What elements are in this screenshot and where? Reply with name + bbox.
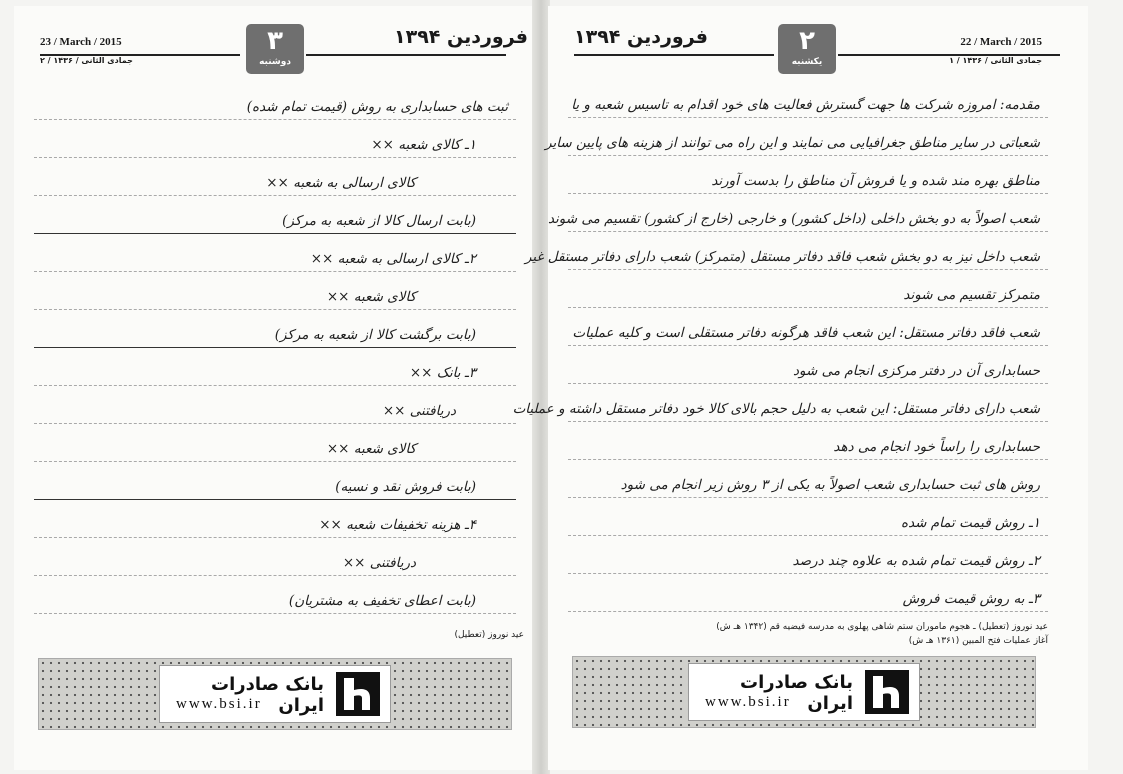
line-item: روش های ثبت حسابداری شعب اصولاً به یکی از ۳ روش زیر انجام می شود (568, 460, 1048, 498)
bank-ad-banner (38, 658, 512, 730)
line-item: ثبت های حسابداری به روش (قیمت تمام شده) (34, 82, 516, 120)
holiday-notes (716, 620, 1048, 648)
line-item: شعب فاقد دفاتر مستقل: این شعب فاقد هرگونه دفاتر مستقلی است و کلیه عملیات (568, 308, 1048, 346)
bank-url: www.bsi.ir (176, 696, 262, 712)
gregorian-date: 22 / March / 2015 (960, 36, 1042, 48)
bank-name: بانک صادرات ایران (211, 674, 324, 716)
line-item: (بابت فروش نقد و نسیه) (34, 462, 516, 500)
line-item: شعب داخل نیز به دو بخش شعب فاقد دفاتر مستقل (متمرکز) شعب دارای دفاتر مستقل غیر (568, 232, 1048, 270)
gregorian-date: 23 / March / 2015 (40, 36, 122, 48)
line-item: (بابت اعطای تخفیف به مشتریان) (34, 576, 516, 614)
left-lines (34, 82, 516, 614)
line-item: کالای ارسالی به شعبه ×× (34, 158, 516, 196)
header-rule (40, 54, 240, 56)
line-item: ۲ـ کالای ارسالی به شعبه ×× (34, 234, 516, 272)
weekday: یکشنبه (791, 57, 823, 67)
line-item: حسابداری را راساً خود انجام می دهد (568, 422, 1048, 460)
day-number: ۲ (799, 26, 815, 56)
left-page-header (14, 14, 534, 74)
line-item: شعباتی در سایر مناطق جغرافیایی می نمایند و این راه می توانند از هزینه های پایین سایر (568, 118, 1048, 156)
bank-logo-icon (336, 672, 380, 716)
bank-ad-card (688, 663, 920, 721)
line-item: ۱ـ روش قیمت تمام شده (568, 498, 1048, 536)
hijri-date: ۱ / جمادی الثانی / ۱۴۳۶ (949, 56, 1042, 65)
bank-ad-card (159, 665, 391, 723)
line-item: ۳ـ به روش قیمت فروش (568, 574, 1048, 612)
bank-logo-icon (865, 670, 909, 714)
day-number: ۳ (267, 26, 283, 56)
left-page (14, 6, 534, 770)
line-item: ۳ـ بانک ×× (34, 348, 516, 386)
bank-ad-banner (572, 656, 1036, 728)
day-badge (778, 24, 836, 74)
line-item: (بابت ارسال کالا از شعبه به مرکز) (34, 196, 516, 234)
holiday-notes (454, 628, 524, 642)
line-item: ۴ـ هزینه تخفیفات شعبه ×× (34, 500, 516, 538)
line-item: متمرکز تقسیم می شوند (568, 270, 1048, 308)
line-item: حسابداری آن در دفتر مرکزی انجام می شود (568, 346, 1048, 384)
bank-url: www.bsi.ir (705, 694, 791, 710)
line-item: مقدمه: امروزه شرکت ها جهت گسترش فعالیت های خود اقدام به تاسیس شعبه و یا (568, 80, 1048, 118)
line-item: کالای شعبه ×× (34, 424, 516, 462)
page-title: فروردین ۱۳۹۴ (394, 26, 528, 48)
line-item: دریافتنی ×× (34, 538, 516, 576)
right-page (512, 6, 1088, 770)
note-line: عید نوروز (تعطیل) (454, 630, 524, 640)
header-rule (306, 54, 506, 56)
line-item: ۲ـ روش قیمت تمام شده به علاوه چند درصد (568, 536, 1048, 574)
header-rule (574, 54, 774, 56)
line-item: دریافتنی ×× (34, 386, 516, 424)
right-page-header (548, 14, 1088, 74)
line-item: (بابت برگشت کالا از شعبه به مرکز) (34, 310, 516, 348)
line-item: شعب دارای دفاتر مستقل: این شعب به دلیل حجم بالای کالا خود دفاتر مستقل داشته و عملیات (568, 384, 1048, 422)
line-item: ۱ـ کالای شعبه ×× (34, 120, 516, 158)
page-title: فروردین ۱۳۹۴ (574, 26, 708, 48)
note-line: آغاز عملیات فتح المبین (۱۳۶۱ هـ ش) (908, 636, 1048, 646)
right-lines (512, 80, 1048, 612)
hijri-date: ۲ / جمادی الثانی / ۱۴۳۶ (40, 56, 133, 65)
line-item: کالای شعبه ×× (34, 272, 516, 310)
weekday: دوشنبه (259, 57, 291, 67)
bank-name: بانک صادرات ایران (740, 672, 853, 714)
line-item: شعب اصولاً به دو بخش داخلی (داخل کشور) و خارجی (خارج از کشور) تقسیم می شوند (568, 194, 1048, 232)
line-item: مناطق بهره مند شده و یا فروش آن مناطق را بدست آورند (568, 156, 1048, 194)
day-badge (246, 24, 304, 74)
note-line: عید نوروز (تعطیل) ـ هجوم ماموران ستم شاهی پهلوی به مدرسه فیضیه قم (۱۳۴۲ هـ ش) (716, 622, 1048, 632)
